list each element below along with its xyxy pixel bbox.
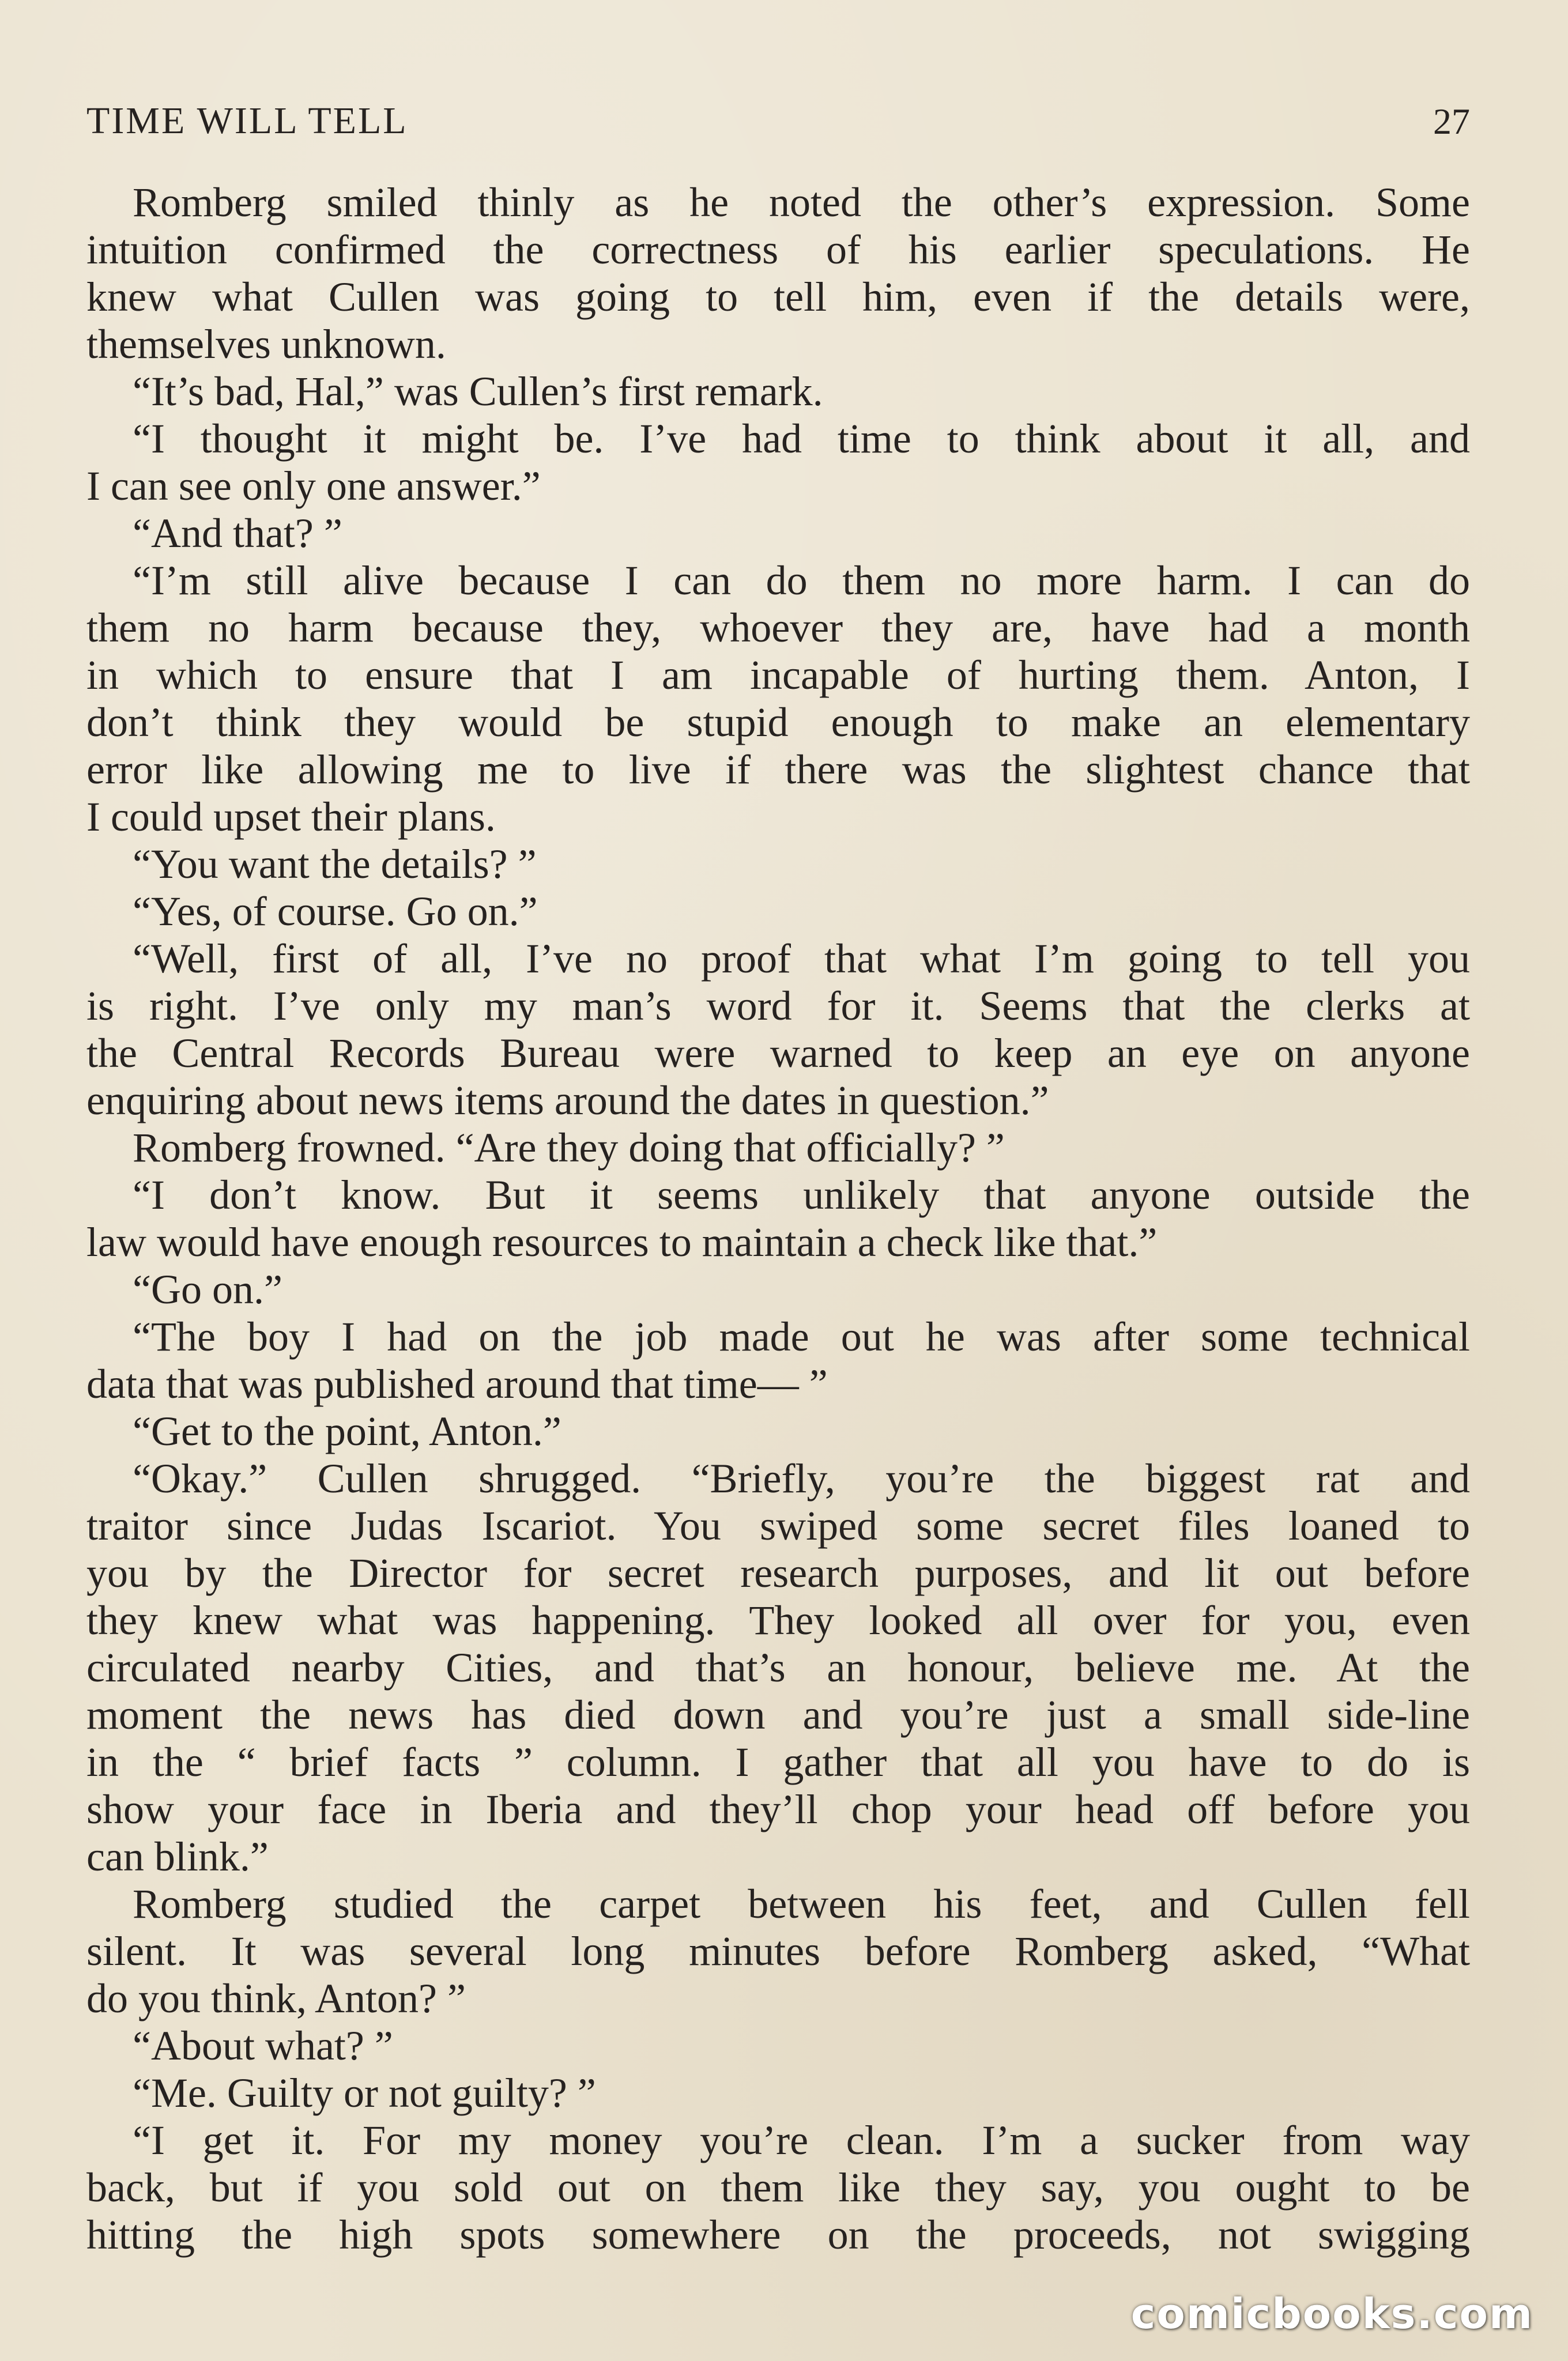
text-line: error like allowing me to live if there was the slightest chance that (86, 746, 1470, 793)
text-line: “I thought it might be. I’ve had time to think about it all, and (133, 416, 1470, 462)
text-line: “Yes, of course. Go on.” (133, 888, 538, 934)
text-line: hitting the high spots somewhere on the proceeds, not swigging (86, 2212, 1470, 2258)
text-line: “You want the details? ” (133, 841, 537, 887)
text-line: “Well, first of all, I’ve no proof that what I’m going to tell you (133, 936, 1470, 982)
text-line: silent. It was several long minutes before Romberg asked, “What (86, 1928, 1470, 1974)
text-line: enquiring about news items around the dates in question.” (86, 1077, 1049, 1123)
text-line: Romberg studied the carpet between his feet, and Cullen fell (133, 1881, 1470, 1927)
text-line: they knew what was happening. They looked all over for you, even (86, 1597, 1470, 1643)
text-line: “It’s bad, Hal,” was Cullen’s first remark. (133, 368, 823, 414)
text-line: don’t think they would be stupid enough to make an elementary (86, 699, 1470, 745)
text-line: is right. I’ve only my man’s word for it. Seems that the clerks at (86, 983, 1470, 1029)
text-line: circulated nearby Cities, and that’s an honour, believe me. At the (86, 1645, 1470, 1691)
text-line: Romberg smiled thinly as he noted the other’s expression. Some (133, 179, 1470, 225)
text-line: knew what Cullen was going to tell him, even if the details were, (86, 274, 1470, 320)
text-line: intuition confirmed the correctness of his earlier speculations. He (86, 227, 1470, 273)
text-line: I could upset their plans. (86, 794, 496, 840)
text-line: “Okay.” Cullen shrugged. “Briefly, you’re the biggest rat and (133, 1455, 1470, 1502)
text-line: “The boy I had on the job made out he was after some technical (133, 1314, 1470, 1360)
text-line: “I’m still alive because I can do them no more harm. I can do (133, 557, 1470, 604)
text-line: moment the news has died down and you’re just a small side-line (86, 1692, 1470, 1738)
text-line: in the “ brief facts ” column. I gather that all you have to do is (86, 1739, 1470, 1785)
text-line: do you think, Anton? ” (86, 1975, 466, 2021)
text-line: “I get it. For my money you’re clean. I’m a sucker from way (133, 2117, 1470, 2163)
text-line: law would have enough resources to maintain a check like that.” (86, 1219, 1158, 1265)
text-line: “And that? ” (133, 510, 342, 556)
text-line: data that was published around that time— ” (86, 1361, 828, 1407)
text-line: in which to ensure that I am incapable of hurting them. Anton, I (86, 652, 1470, 698)
text-line: the Central Records Bureau were warned to keep an eye on anyone (86, 1030, 1470, 1076)
text-line: “Go on.” (133, 1266, 282, 1312)
text-line: “Get to the point, Anton.” (133, 1408, 561, 1454)
body-text (86, 179, 1470, 2258)
text-line: Romberg frowned. “Are they doing that officially? ” (133, 1125, 1005, 1171)
watermark: comicbooks.com (1130, 2290, 1533, 2338)
text-line: can blink.” (86, 1834, 269, 1880)
text-line: “I don’t know. But it seems unlikely that anyone outside the (133, 1172, 1470, 1218)
page-number: 27 (1433, 101, 1470, 142)
text-line: back, but if you sold out on them like they say, you ought to be (86, 2164, 1470, 2211)
text-line: them no harm because they, whoever they are, have had a month (86, 605, 1470, 651)
text-line: themselves unknown. (86, 321, 446, 367)
text-line: “Me. Guilty or not guilty? ” (133, 2070, 596, 2116)
running-title: TIME WILL TELL (86, 100, 408, 142)
text-line: “About what? ” (133, 2023, 393, 2069)
text-line: I can see only one answer.” (86, 463, 541, 509)
text-line: traitor since Judas Iscariot. You swiped some secret files loaned to (86, 1503, 1470, 1549)
text-line: show your face in Iberia and they’ll chop your head off before you (86, 1786, 1470, 1832)
text-line: you by the Director for secret research purposes, and lit out before (86, 1550, 1470, 1596)
page-header (86, 85, 1470, 143)
